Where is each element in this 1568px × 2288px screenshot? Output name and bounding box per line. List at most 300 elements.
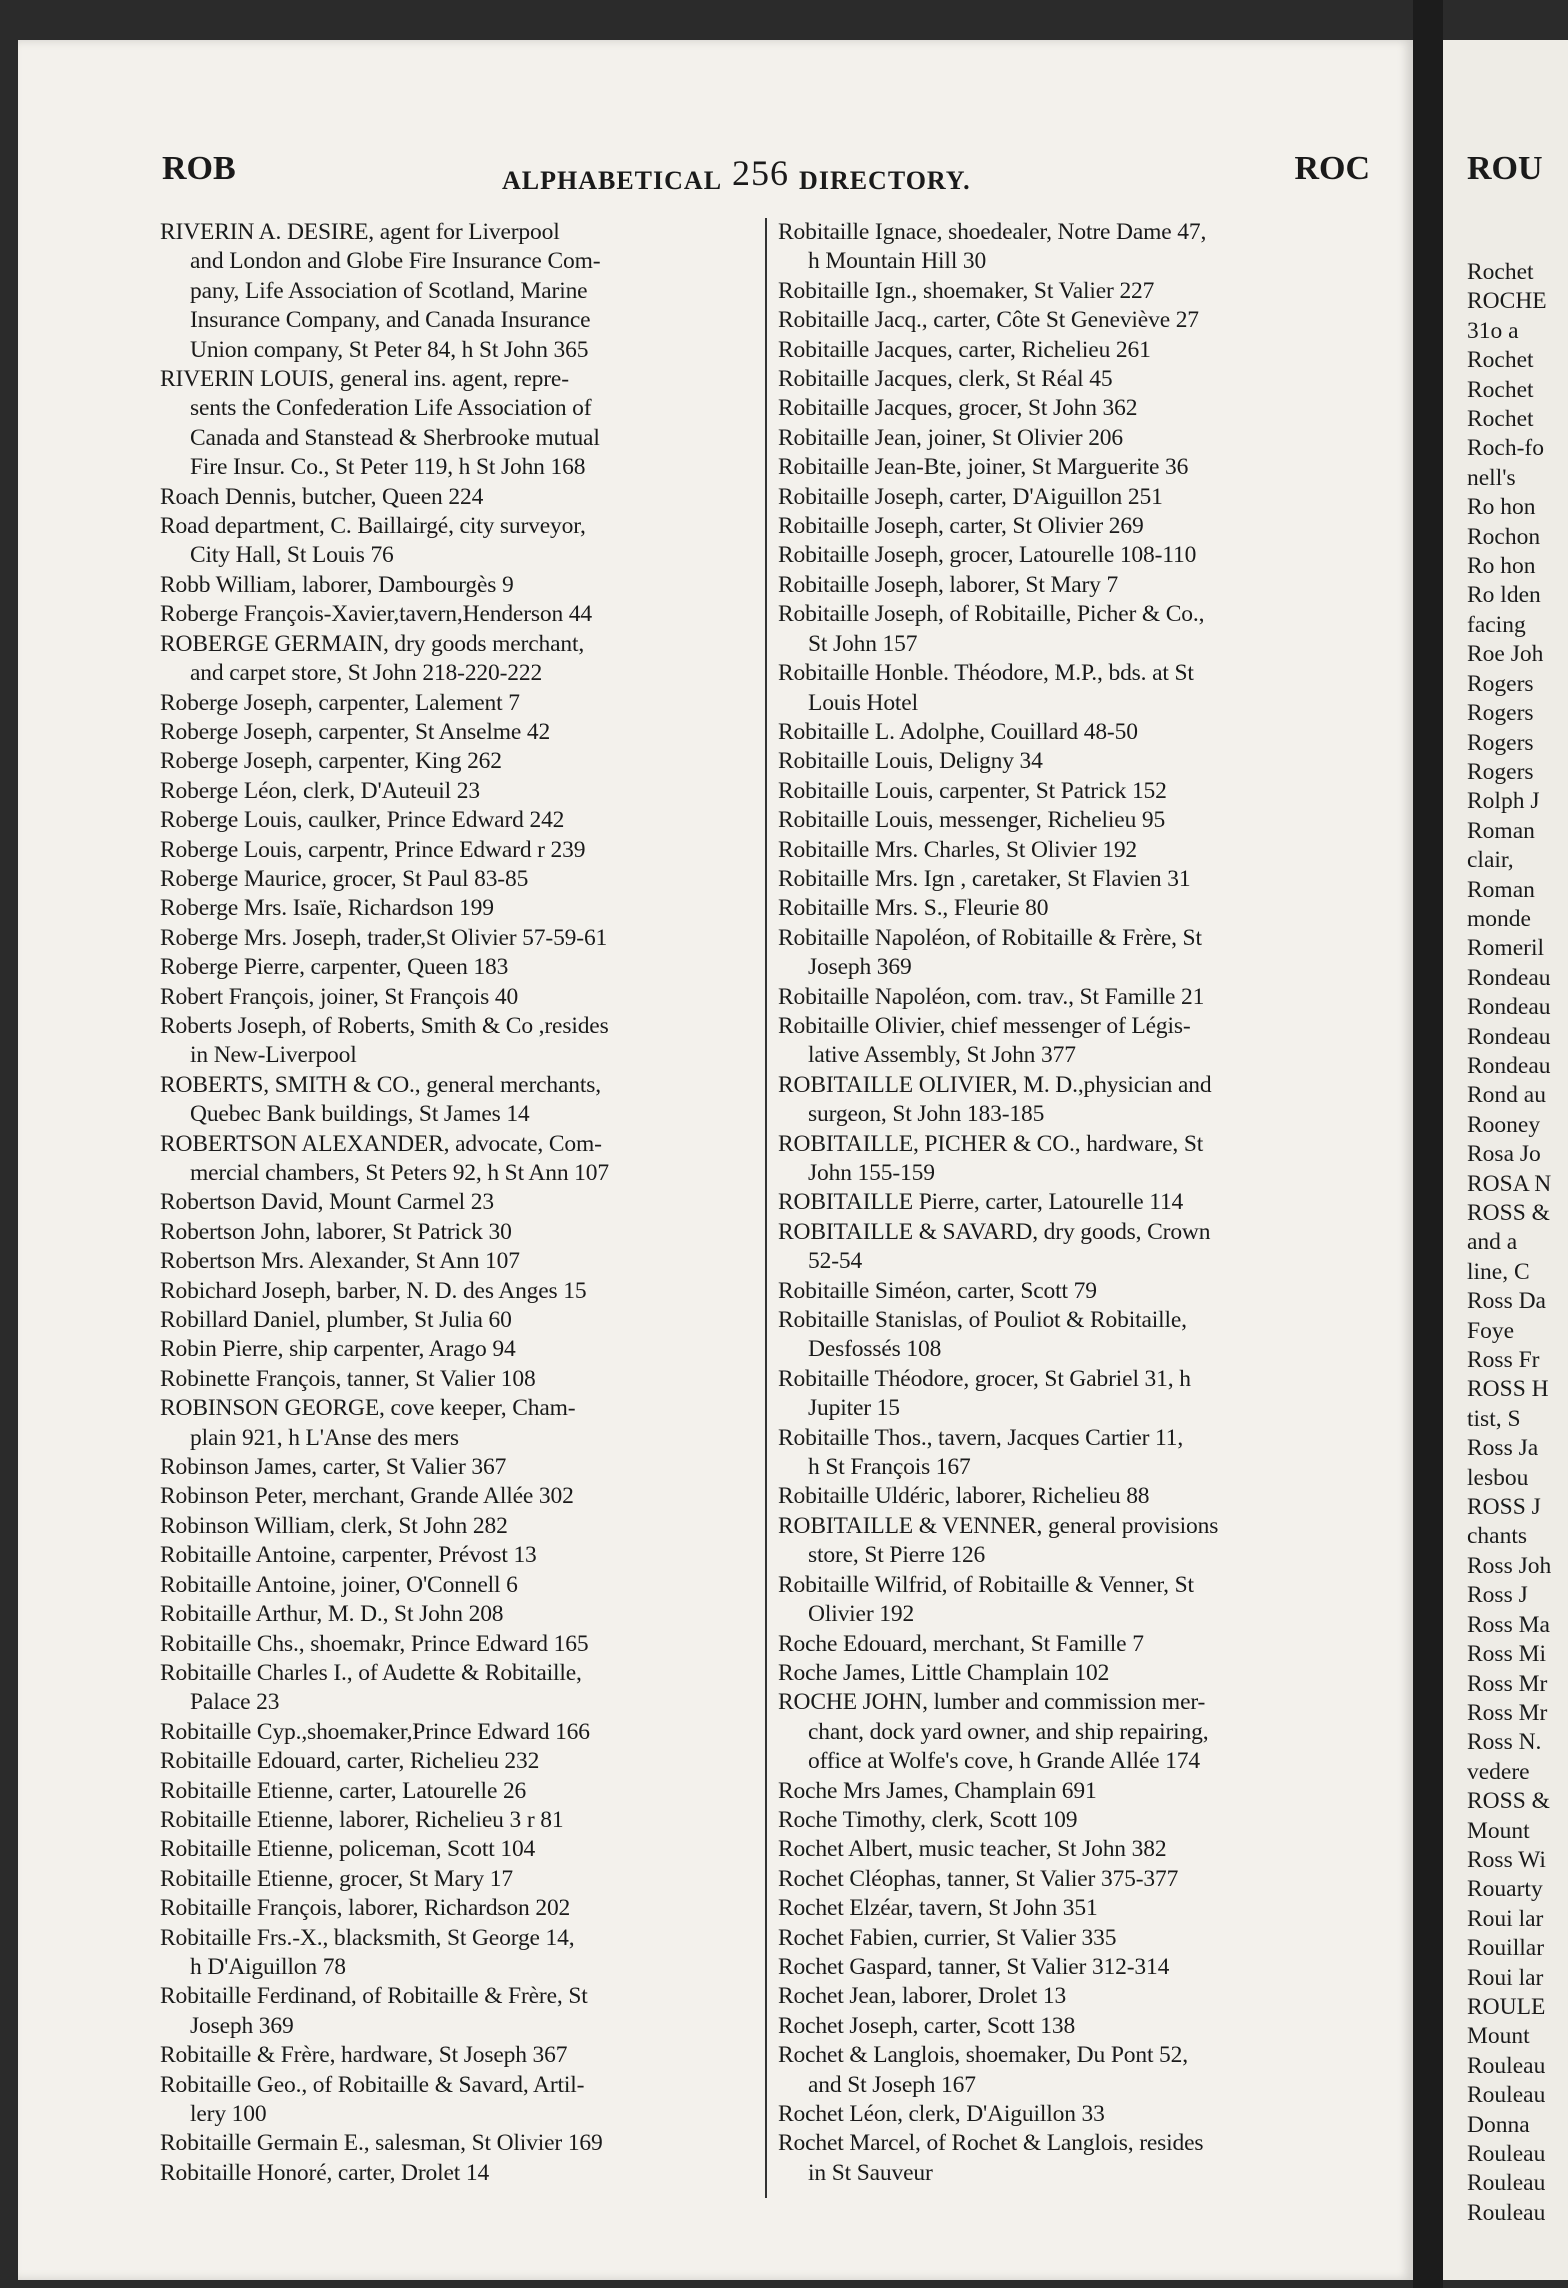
entry-line: Roberge Léon, clerk, D'Auteuil 23 (160, 777, 480, 804)
directory-entry (778, 1953, 1380, 1982)
entry-line: Robitaille Chs., shoemakr, Prince Edward 165 (160, 1630, 589, 1657)
directory-entry (160, 1277, 760, 1306)
next-page-line: Rochet (1467, 376, 1534, 403)
next-page-line: 31o a (1467, 317, 1519, 344)
entry-line: Roberts Joseph, of Roberts, Smith & Co ,resides (160, 1012, 609, 1039)
directory-entry (160, 2159, 760, 2188)
entry-line: Robitaille Antoine, joiner, O'Connell 6 (160, 1571, 518, 1598)
entry-continuation: Joseph 369 (190, 2012, 294, 2039)
next-page-line: Rochet (1467, 347, 1534, 374)
next-page-edge (1443, 40, 1568, 2280)
entry-line: Robitaille Joseph, carter, D'Aiguillon 251 (778, 483, 1163, 510)
directory-entry (160, 1806, 760, 1835)
directory-entry (778, 571, 1380, 600)
directory-entry (778, 836, 1380, 865)
next-page-line: Rosa Jo (1467, 1141, 1541, 1168)
directory-entry (778, 277, 1380, 306)
entry-line: Rochet Jean, laborer, Drolet 13 (778, 1983, 1067, 2010)
next-page-line: ROULE (1467, 1993, 1546, 2020)
next-page-line: Donna (1467, 2111, 1530, 2138)
entry-continuation: Joseph 369 (808, 954, 912, 981)
entry-continuation: Canada and Stanstead & Sherbrooke mutual (190, 424, 600, 451)
entry-continuation: John 155-159 (808, 1160, 935, 1186)
entry-line: Rochet Léon, clerk, D'Aiguillon 33 (778, 2101, 1105, 2127)
directory-entry (778, 2041, 1380, 2100)
entry-line: ROBERTS, SMITH & CO., general merchants, (160, 1071, 601, 1098)
entry-continuation: lative Assembly, St John 377 (808, 1042, 1076, 1069)
directory-entry (160, 2071, 760, 2130)
entry-continuation: store, St Pierre 126 (808, 1542, 986, 1569)
directory-entry (160, 1482, 760, 1511)
next-page-line: Foye (1467, 1317, 1514, 1344)
next-page-line: Ross Joh (1467, 1552, 1552, 1579)
next-page-line: Ross N. (1467, 1729, 1542, 1756)
entry-line: Robitaille Jacques, clerk, St Réal 45 (778, 366, 1113, 393)
next-page-line: facing (1467, 611, 1526, 638)
next-page-line: Rogers (1467, 729, 1534, 756)
entry-line: Robin Pierre, ship carpenter, Arago 94 (160, 1336, 516, 1363)
directory-entry (778, 1571, 1380, 1630)
directory-entry (160, 1247, 760, 1276)
next-page-line: monde (1467, 905, 1531, 932)
directory-entry (778, 600, 1380, 659)
entry-line: Robitaille Frs.-X., blacksmith, St George 14, (160, 1924, 575, 1951)
entry-continuation: Insurance Company, and Canada Insurance (190, 307, 591, 334)
entry-line: Robertson Mrs. Alexander, St Ann 107 (160, 1248, 520, 1275)
entry-line: ROBINSON GEORGE, cove keeper, Cham- (160, 1395, 576, 1422)
directory-entry (778, 1188, 1380, 1217)
entry-line: Robitaille Napoléon, com. trav., St Famille 21 (778, 983, 1205, 1010)
entry-line: Roberge Maurice, grocer, St Paul 83-85 (160, 865, 529, 892)
entry-line: Robitaille Cyp.,shoemaker,Prince Edward 166 (160, 1718, 590, 1745)
directory-entry (778, 1777, 1380, 1806)
next-page-line: Rouillar (1467, 1935, 1545, 1962)
entry-continuation: chant, dock yard owner, and ship repairing, (808, 1718, 1209, 1745)
entry-line: Rochet Gaspard, tanner, St Valier 312-314 (778, 1953, 1170, 1980)
directory-entry (160, 1777, 760, 1806)
entry-line: ROBERTSON ALEXANDER, advocate, Com- (160, 1130, 602, 1157)
directory-entry (160, 2129, 760, 2158)
entry-line: ROBERGE GERMAIN, dry goods merchant, (160, 630, 585, 657)
next-page-line: Roman (1467, 876, 1535, 903)
entry-line: Roche James, Little Champlain 102 (778, 1659, 1110, 1686)
directory-entry (778, 1130, 1380, 1189)
next-page-line: ROSS & (1467, 1200, 1550, 1226)
directory-entry (160, 689, 760, 718)
entry-line: RIVERIN LOUIS, general ins. agent, repre- (160, 366, 569, 393)
next-page-line: Roch-fo (1467, 435, 1545, 462)
entry-line: Robitaille Louis, Deligny 34 (778, 748, 1043, 775)
entry-continuation: St John 157 (808, 630, 918, 657)
directory-entry (160, 1630, 760, 1659)
directory-entry (160, 1835, 760, 1864)
entry-line: Robertson John, laborer, St Patrick 30 (160, 1218, 512, 1245)
entry-continuation: mercial chambers, St Peters 92, h St Ann 107 (190, 1160, 609, 1186)
entry-line: Robitaille Jean-Bte, joiner, St Marguerite 36 (778, 454, 1189, 481)
entry-line: Robitaille François, laborer, Richardson 202 (160, 1895, 571, 1922)
entry-line: Roche Edouard, merchant, St Famille 7 (778, 1630, 1144, 1657)
entry-line: Robichard Joseph, barber, N. D. des Anges 15 (160, 1277, 587, 1304)
entry-line: Robinette François, tanner, St Valier 108 (160, 1365, 536, 1392)
directory-column-right (778, 218, 1380, 2188)
entry-line: Robitaille Thos., tavern, Jacques Cartier 11, (778, 1424, 1184, 1451)
entry-line: Robitaille Ferdinand, of Robitaille & Frère, St (160, 1983, 588, 2010)
entry-line: Robitaille Honble. Théodore, M.P., bds. at St (778, 660, 1194, 687)
directory-entry (160, 836, 760, 865)
entry-line: Roach Dennis, butcher, Queen 224 (160, 483, 484, 510)
directory-entry (778, 218, 1380, 277)
entry-line: Robitaille Joseph, laborer, St Mary 7 (778, 571, 1119, 598)
entry-line: ROBITAILLE Pierre, carter, Latourelle 114 (778, 1189, 1184, 1216)
directory-entry (160, 924, 760, 953)
directory-entry (778, 983, 1380, 1012)
entry-line: Roberge Louis, caulker, Prince Edward 242 (160, 807, 565, 834)
directory-entry (160, 1718, 760, 1747)
next-page-line: ROSS H (1467, 1376, 1549, 1403)
entry-line: Robitaille Théodore, grocer, St Gabriel 31, h (778, 1365, 1191, 1392)
next-page-line: Rondeau (1467, 994, 1551, 1021)
next-page-line: Rondeau (1467, 1052, 1551, 1079)
entry-line: Robitaille Joseph, grocer, Latourelle 108-110 (778, 542, 1197, 569)
directory-entry (160, 1747, 760, 1776)
entry-line: Robinson William, clerk, St John 282 (160, 1512, 508, 1539)
next-page-line: Rouleau (1467, 2141, 1546, 2167)
entry-line: Robitaille Mrs. Charles, St Olivier 192 (778, 836, 1138, 863)
entry-line: Robitaille Uldéric, laborer, Richelieu 88 (778, 1483, 1150, 1510)
directory-entry (778, 424, 1380, 453)
directory-entry (160, 571, 760, 600)
next-page-line: Roui lar (1467, 1905, 1544, 1932)
next-page-line: ROSS & (1467, 1788, 1550, 1815)
next-page-line: Rouleau (1467, 2052, 1546, 2079)
entry-continuation: and St Joseph 167 (808, 2071, 976, 2098)
entry-continuation: surgeon, St John 183-185 (808, 1101, 1045, 1128)
entry-line: ROBITAILLE & SAVARD, dry goods, Crown (778, 1218, 1211, 1245)
next-page-line: Rogers (1467, 700, 1534, 727)
entry-line: Robitaille Etienne, policeman, Scott 104 (160, 1836, 536, 1863)
next-page-line: Roman (1467, 817, 1535, 844)
next-page-line: Romeril (1467, 935, 1545, 962)
next-page-line: Roui lar (1467, 1964, 1544, 1991)
entry-line: Robitaille Joseph, carter, St Olivier 269 (778, 513, 1144, 540)
directory-entry (160, 1924, 760, 1983)
directory-entry (778, 806, 1380, 835)
entry-line: Robert François, joiner, St François 40 (160, 983, 519, 1010)
directory-entry (160, 1365, 760, 1394)
next-page-line: Ro hon (1467, 494, 1536, 521)
directory-entry (778, 483, 1380, 512)
entry-line: Roche Timothy, clerk, Scott 109 (778, 1806, 1078, 1833)
directory-entry (778, 306, 1380, 335)
directory-entry (160, 983, 760, 1012)
entry-line: Robitaille Louis, carpenter, St Patrick 152 (778, 777, 1167, 804)
header-left-guide: ROB (162, 150, 236, 187)
directory-entry (778, 924, 1380, 983)
entry-continuation: Desfossés 108 (808, 1336, 942, 1363)
directory-entry (778, 1835, 1380, 1864)
directory-entry (778, 1071, 1380, 1130)
entry-line: Rochet Joseph, carter, Scott 138 (778, 2012, 1076, 2039)
directory-entry (160, 365, 760, 483)
next-page-line: Mount (1467, 1817, 1530, 1844)
next-page-line: Rouleau (1467, 2199, 1546, 2226)
directory-entry (778, 718, 1380, 747)
entry-line: ROBITAILLE OLIVIER, M. D.,physician and (778, 1071, 1212, 1098)
directory-entry (160, 894, 760, 923)
directory-entry (160, 1012, 760, 1071)
entry-line: Rochet Cléophas, tanner, St Valier 375-377 (778, 1865, 1179, 1892)
directory-entry (160, 483, 760, 512)
entry-line: Robitaille Jacques, grocer, St John 362 (778, 395, 1138, 422)
entry-continuation: Union company, St Peter 84, h St John 365 (190, 336, 589, 363)
directory-entry (778, 1512, 1380, 1571)
entry-line: RIVERIN A. DESIRE, agent for Liverpool (160, 219, 560, 245)
next-page-line: Rond au (1467, 1082, 1546, 1109)
entry-line: Robitaille Stanislas, of Pouliot & Robitaille, (778, 1307, 1187, 1334)
entry-continuation: sents the Confederation Life Association of (190, 395, 592, 422)
page-header (162, 150, 1370, 200)
entry-line: Robitaille Edouard, carter, Richelieu 232 (160, 1748, 540, 1775)
entry-continuation: in New-Liverpool (190, 1042, 357, 1069)
entry-line: Road department, C. Baillairgé, city surveyor, (160, 513, 586, 540)
entry-line: Robitaille Ign., shoemaker, St Valier 227 (778, 277, 1155, 304)
entry-line: Roberge François-Xavier,tavern,Henderson 44 (160, 601, 593, 628)
directory-entry (160, 1188, 760, 1217)
next-page-line: Ro lden (1467, 582, 1541, 609)
directory-entry (778, 1894, 1380, 1923)
directory-entry (160, 2041, 760, 2070)
header-right-guide: ROC (1294, 150, 1370, 187)
entry-continuation: Louis Hotel (808, 689, 918, 716)
directory-entry (160, 1600, 760, 1629)
directory-entry (160, 1453, 760, 1482)
directory-entry (778, 777, 1380, 806)
entry-line: Robertson David, Mount Carmel 23 (160, 1189, 494, 1216)
entry-line: Robitaille Etienne, grocer, St Mary 17 (160, 1865, 513, 1892)
directory-entry (160, 1865, 760, 1894)
next-page-line: Rochet (1467, 259, 1534, 285)
next-page-line: Ross Mi (1467, 1641, 1547, 1668)
entry-line: Robitaille Wilfrid, of Robitaille & Venner, St (778, 1571, 1194, 1598)
entry-continuation: 52-54 (808, 1248, 863, 1275)
entry-line: Rochet Albert, music teacher, St John 382 (778, 1836, 1167, 1863)
entry-continuation: plain 921, h L'Anse des mers (190, 1424, 459, 1451)
directory-entry (160, 600, 760, 629)
entry-line: Roberge Mrs. Joseph, trader,St Olivier 57-59-61 (160, 924, 608, 951)
directory-entry (778, 1982, 1380, 2011)
directory-entry (778, 394, 1380, 423)
directory-entry (778, 541, 1380, 570)
next-page-line: ROSA N (1467, 1170, 1552, 1197)
entry-continuation: pany, Life Association of Scotland, Marine (190, 277, 588, 304)
entry-line: Robinson James, carter, St Valier 367 (160, 1454, 507, 1481)
next-page-line: line, C (1467, 1258, 1530, 1285)
entry-continuation: h D'Aiguillon 78 (190, 1953, 346, 1980)
next-page-line: lesbou (1467, 1464, 1529, 1491)
entry-line: Roberge Louis, carpentr, Prince Edward r 239 (160, 836, 586, 863)
next-page-line: vedere (1467, 1758, 1530, 1785)
directory-entry (160, 1982, 760, 2041)
entry-line: ROCHE JOHN, lumber and commission mer- (778, 1689, 1206, 1716)
directory-entry (160, 1541, 760, 1570)
entry-continuation: and carpet store, St John 218-220-222 (190, 660, 543, 687)
entry-continuation: lery 100 (190, 2101, 267, 2127)
entry-line: Roberge Joseph, carpenter, St Anselme 42 (160, 718, 551, 745)
directory-entry (778, 1365, 1380, 1424)
directory-entry (160, 1659, 760, 1718)
next-page-line: Ross Ja (1467, 1435, 1539, 1462)
next-page-line: Rogers (1467, 670, 1534, 697)
entry-line: Robitaille Geo., of Robitaille & Savard, Artil- (160, 2071, 585, 2098)
next-page-line: and a (1467, 1229, 1518, 1256)
directory-entry (160, 1571, 760, 1600)
entry-continuation: h St François 167 (808, 1454, 971, 1481)
directory-entry (160, 953, 760, 982)
next-page-line: Mount (1467, 2023, 1530, 2050)
entry-line: ROBITAILLE, PICHER & CO., hardware, St (778, 1130, 1204, 1157)
entry-line: Robitaille Jacques, carter, Richelieu 261 (778, 336, 1151, 363)
directory-entry (778, 453, 1380, 482)
next-page-line: ROCHE (1467, 288, 1547, 315)
directory-entry (160, 806, 760, 835)
entry-line: Rochet Marcel, of Rochet & Langlois, resides (778, 2130, 1204, 2157)
next-page-line: Ross Fr (1467, 1347, 1540, 1374)
entry-line: Rochet & Langlois, shoemaker, Du Pont 52, (778, 2042, 1188, 2069)
entry-line: Robitaille Etienne, carter, Latourelle 26 (160, 1777, 527, 1804)
directory-entry (778, 865, 1380, 894)
entry-line: Robitaille L. Adolphe, Couillard 48-50 (778, 718, 1138, 745)
next-page-line: Ross Mr (1467, 1699, 1548, 1726)
entry-line: Robitaille Mrs. Ign , caretaker, St Flavien 31 (778, 865, 1191, 892)
next-page-line: Ross Mr (1467, 1670, 1548, 1697)
entry-line: Robitaille Louis, messenger, Richelieu 95 (778, 807, 1166, 834)
directory-entry (160, 1894, 760, 1923)
entry-line: Robitaille Honoré, carter, Drolet 14 (160, 2159, 490, 2186)
next-page-line: Ross Ma (1467, 1611, 1550, 1638)
directory-entry (160, 630, 760, 689)
next-page-line: Rouleau (1467, 2082, 1546, 2109)
directory-entry (160, 1071, 760, 1130)
entry-line: ROBITAILLE & VENNER, general provisions (778, 1512, 1219, 1539)
next-page-line: Rondeau (1467, 1023, 1551, 1050)
directory-entry (160, 1335, 760, 1364)
entry-line: Robitaille Jacq., carter, Côte St Geneviève 27 (778, 307, 1199, 334)
next-page-line: Rogers (1467, 758, 1534, 785)
next-page-line: ROSS J (1467, 1494, 1541, 1521)
directory-entry (160, 718, 760, 747)
directory-entry (778, 336, 1380, 365)
next-page-line: Rochet (1467, 406, 1534, 433)
next-page-line: Rochon (1467, 523, 1541, 550)
directory-entry (778, 1012, 1380, 1071)
entry-line: Robitaille & Frère, hardware, St Joseph 367 (160, 2042, 568, 2069)
entry-line: Robillard Daniel, plumber, St Julia 60 (160, 1307, 512, 1334)
next-page-line: clair, (1467, 847, 1514, 874)
directory-entry (778, 1806, 1380, 1835)
entry-continuation: h Mountain Hill 30 (808, 248, 987, 275)
directory-column-left (160, 218, 760, 2188)
directory-entry (160, 1130, 760, 1189)
directory-entry (160, 1306, 760, 1335)
next-page-line: Roe Joh (1467, 641, 1544, 668)
next-page-line: Rouleau (1467, 2170, 1546, 2197)
next-page-line: nell's (1467, 464, 1516, 491)
entry-continuation: Fire Insur. Co., St Peter 119, h St John 168 (190, 454, 586, 481)
directory-entry (778, 1218, 1380, 1277)
directory-entry (778, 659, 1380, 718)
entry-line: Rochet Fabien, currier, St Valier 335 (778, 1924, 1117, 1951)
entry-line: Robb William, laborer, Dambourgès 9 (160, 571, 514, 598)
entry-line: Robitaille Mrs. S., Fleurie 80 (778, 895, 1049, 922)
entry-line: Rochet Elzéar, tavern, St John 351 (778, 1895, 1098, 1922)
directory-entry (778, 512, 1380, 541)
next-page-column (1467, 258, 1551, 2228)
directory-entry (778, 2012, 1380, 2041)
directory-entry (778, 1630, 1380, 1659)
entry-line: Robitaille Joseph, of Robitaille, Picher & Co., (778, 601, 1205, 628)
entry-continuation: Jupiter 15 (808, 1395, 900, 1422)
directory-entry (778, 747, 1380, 776)
entry-line: Robitaille Arthur, M. D., St John 208 (160, 1601, 504, 1628)
next-page-line: chants (1467, 1523, 1528, 1550)
entry-line: Robitaille Napoléon, of Robitaille & Frère, St (778, 924, 1202, 951)
entry-line: Robitaille Germain E., salesman, St Olivier 169 (160, 2130, 603, 2157)
entry-line: Robitaille Jean, joiner, St Olivier 206 (778, 424, 1123, 451)
directory-entry (778, 365, 1380, 394)
entry-continuation: City Hall, St Louis 76 (190, 542, 394, 569)
header-title (502, 153, 971, 198)
directory-entry (778, 1277, 1380, 1306)
entry-line: Robinson Peter, merchant, Grande Allée 302 (160, 1483, 574, 1510)
entry-continuation: in St Sauveur (808, 2159, 933, 2186)
directory-entry (778, 2100, 1380, 2129)
directory-entry (778, 1659, 1380, 1688)
directory-entry (160, 512, 760, 571)
next-page-line: tist, S (1467, 1405, 1521, 1432)
directory-entry (778, 2129, 1380, 2188)
next-page-line: Ross J (1467, 1582, 1528, 1609)
next-page-line: Rondeau (1467, 964, 1551, 991)
entry-line: Roberge Joseph, carpenter, King 262 (160, 748, 502, 775)
directory-entry (160, 1394, 760, 1453)
entry-line: Robitaille Etienne, laborer, Richelieu 3 r 81 (160, 1806, 564, 1833)
entry-continuation: Olivier 192 (808, 1601, 915, 1628)
directory-entry (778, 1482, 1380, 1511)
directory-entry (160, 747, 760, 776)
directory-entry (778, 1924, 1380, 1953)
directory-entry (160, 218, 760, 365)
entry-line: Roberge Mrs. Isaïe, Richardson 199 (160, 895, 494, 922)
book-gutter (1413, 0, 1443, 2288)
header-title-left: ALPHABETICAL (502, 166, 723, 195)
entry-line: Robitaille Ignace, shoedealer, Notre Dame 47, (778, 219, 1207, 245)
directory-entry (778, 1306, 1380, 1365)
entry-continuation: Quebec Bank buildings, St James 14 (190, 1101, 530, 1128)
next-page-line: Rouarty (1467, 1876, 1543, 1903)
directory-entry (160, 777, 760, 806)
column-divider (765, 218, 767, 2198)
header-title-right: DIRECTORY. (799, 166, 971, 195)
entry-line: Roberge Pierre, carpenter, Queen 183 (160, 954, 509, 981)
next-page-line: Ross Da (1467, 1288, 1546, 1315)
directory-entry (778, 1688, 1380, 1776)
directory-entry (160, 1512, 760, 1541)
entry-line: Robitaille Siméon, carter, Scott 79 (778, 1277, 1097, 1304)
entry-continuation: and London and Globe Fire Insurance Com- (190, 248, 601, 275)
next-page-line: Rolph J (1467, 788, 1540, 815)
entry-line: Robitaille Antoine, carpenter, Prévost 13 (160, 1542, 537, 1569)
entry-line: Robitaille Charles I., of Audette & Robitaille, (160, 1659, 582, 1686)
